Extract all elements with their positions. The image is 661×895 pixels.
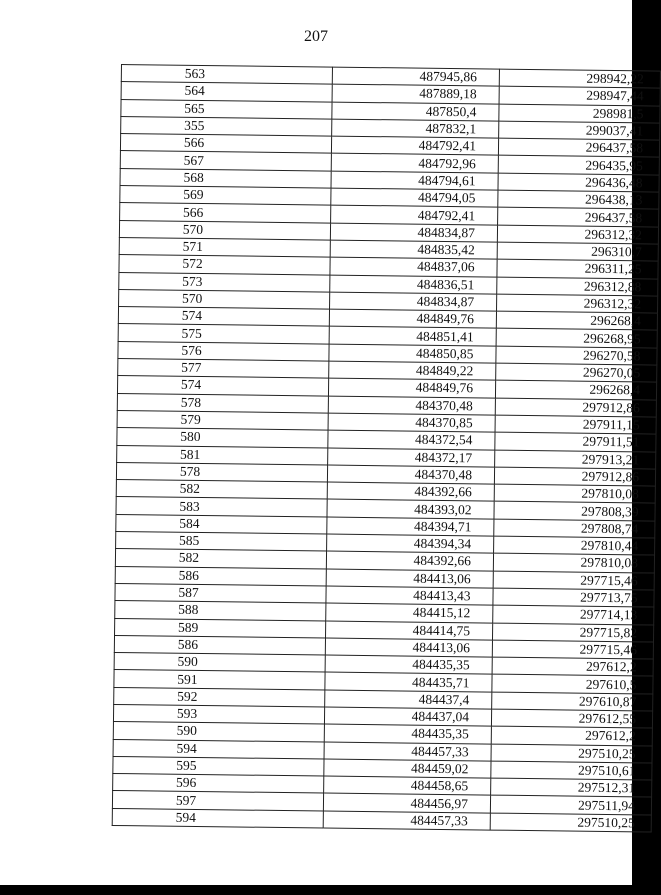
x-coordinate-cell: 484414,75 — [326, 621, 493, 640]
y-coordinate-cell: 296310,7 — [497, 242, 658, 261]
x-coordinate-cell: 484456,97 — [323, 793, 490, 812]
point-number-cell: 573 — [119, 272, 330, 292]
coordinates-table — [112, 64, 661, 833]
y-coordinate-cell: 297808,74 — [494, 519, 655, 538]
y-coordinate-cell: 297612,2 — [491, 726, 652, 745]
point-number-cell: 569 — [120, 186, 331, 206]
point-number-cell: 578 — [116, 462, 327, 482]
page-number: 207 — [304, 28, 328, 45]
x-coordinate-cell: 484394,34 — [327, 534, 494, 553]
x-coordinate-cell: 484849,76 — [329, 309, 496, 328]
point-number-cell: 591 — [114, 670, 325, 690]
point-number-cell: 594 — [112, 808, 323, 828]
x-coordinate-cell: 484437,4 — [325, 690, 492, 709]
point-number-cell: 594 — [113, 739, 324, 759]
y-coordinate-cell: 297912,86 — [495, 398, 656, 417]
y-coordinate-cell: 297808,39 — [494, 502, 655, 521]
y-coordinate-cell: 297510,61 — [491, 761, 652, 780]
x-coordinate-cell: 484792,41 — [331, 205, 498, 224]
coordinates-table-body — [112, 65, 660, 833]
y-coordinate-cell: 296438,13 — [498, 190, 659, 209]
x-coordinate-cell: 484370,85 — [328, 413, 495, 432]
y-coordinate-cell: 297612,55 — [491, 709, 652, 728]
y-coordinate-cell: 297715,82 — [492, 623, 653, 642]
point-number-cell: 355 — [121, 116, 332, 136]
y-coordinate-cell: 296268,4 — [496, 311, 657, 330]
point-number-cell: 584 — [116, 514, 327, 534]
x-coordinate-cell: 484392,66 — [326, 551, 493, 570]
point-number-cell: 583 — [116, 497, 327, 517]
y-coordinate-cell: 296270,58 — [496, 346, 657, 365]
y-coordinate-cell: 297713,75 — [493, 588, 654, 607]
x-coordinate-cell: 484849,76 — [328, 378, 495, 397]
x-coordinate-cell: 484413,43 — [326, 586, 493, 605]
point-number-cell: 593 — [113, 704, 324, 724]
point-number-cell: 563 — [121, 65, 332, 85]
x-coordinate-cell: 484851,41 — [329, 327, 496, 346]
coordinates-table-wrapper — [112, 64, 644, 831]
x-coordinate-cell: 484458,65 — [324, 776, 491, 795]
x-coordinate-cell: 487945,86 — [332, 67, 499, 86]
point-number-cell: 570 — [119, 220, 330, 240]
point-number-cell: 566 — [120, 203, 331, 223]
x-coordinate-cell: 484457,33 — [324, 742, 491, 761]
point-number-cell: 582 — [116, 480, 327, 500]
x-coordinate-cell: 484837,06 — [330, 257, 497, 276]
y-coordinate-cell: 296268,4 — [495, 380, 656, 399]
x-coordinate-cell: 484834,87 — [330, 223, 497, 242]
y-coordinate-cell: 298942,22 — [499, 69, 660, 88]
point-number-cell: 590 — [114, 653, 325, 673]
point-number-cell: 585 — [116, 531, 327, 551]
y-coordinate-cell: 297911,51 — [495, 432, 656, 451]
point-number-cell: 572 — [119, 255, 330, 275]
x-coordinate-cell: 484794,05 — [331, 188, 498, 207]
point-number-cell: 567 — [120, 151, 331, 171]
y-coordinate-cell: 297913,21 — [495, 450, 656, 469]
x-coordinate-cell: 484392,66 — [327, 482, 494, 501]
x-coordinate-cell: 484413,06 — [325, 638, 492, 657]
point-number-cell: 579 — [117, 410, 328, 430]
x-coordinate-cell: 484457,33 — [323, 811, 490, 830]
y-coordinate-cell: 297511,94 — [490, 796, 651, 815]
point-number-cell: 574 — [118, 307, 329, 327]
y-coordinate-cell: 297610,87 — [492, 692, 653, 711]
y-coordinate-cell: 296312,88 — [497, 277, 658, 296]
point-number-cell: 581 — [117, 445, 328, 465]
y-coordinate-cell: 296437,58 — [498, 138, 659, 157]
y-coordinate-cell: 296311,25 — [497, 259, 658, 278]
point-number-cell: 580 — [117, 428, 328, 448]
x-coordinate-cell: 484835,42 — [330, 240, 497, 259]
y-coordinate-cell: 297810,08 — [494, 484, 655, 503]
y-coordinate-cell: 297715,46 — [493, 571, 654, 590]
y-coordinate-cell: 297810,08 — [493, 553, 654, 572]
point-number-cell: 586 — [114, 635, 325, 655]
point-number-cell: 568 — [120, 168, 331, 188]
y-coordinate-cell: 296268,95 — [496, 329, 657, 348]
x-coordinate-cell: 484437,04 — [324, 707, 491, 726]
point-number-cell: 566 — [120, 134, 331, 154]
x-coordinate-cell: 484834,87 — [330, 292, 497, 311]
x-coordinate-cell: 484372,54 — [328, 430, 495, 449]
x-coordinate-cell: 484792,41 — [331, 136, 498, 155]
x-coordinate-cell: 484370,48 — [327, 465, 494, 484]
x-coordinate-cell: 484459,02 — [324, 759, 491, 778]
x-coordinate-cell: 484435,71 — [325, 672, 492, 691]
y-coordinate-cell: 298981,5 — [499, 104, 660, 123]
point-number-cell: 570 — [119, 289, 330, 309]
point-number-cell: 565 — [121, 99, 332, 119]
x-coordinate-cell: 484435,35 — [324, 724, 491, 743]
y-coordinate-cell: 297911,15 — [495, 415, 656, 434]
y-coordinate-cell: 296270,05 — [496, 363, 657, 382]
y-coordinate-cell: 297912,86 — [494, 467, 655, 486]
y-coordinate-cell: 296312,32 — [497, 225, 658, 244]
y-coordinate-cell: 297512,31 — [491, 778, 652, 797]
x-coordinate-cell: 484394,71 — [327, 517, 494, 536]
point-number-cell: 575 — [118, 324, 329, 344]
x-coordinate-cell: 484794,61 — [331, 171, 498, 190]
point-number-cell: 578 — [117, 393, 328, 413]
point-number-cell: 571 — [119, 237, 330, 257]
y-coordinate-cell: 297810,44 — [494, 536, 655, 555]
point-number-cell: 588 — [115, 601, 326, 621]
y-coordinate-cell: 297714,13 — [493, 605, 654, 624]
y-coordinate-cell: 297715,46 — [492, 640, 653, 659]
x-coordinate-cell: 484850,85 — [329, 344, 496, 363]
point-number-cell: 574 — [117, 376, 328, 396]
x-coordinate-cell: 484372,17 — [328, 448, 495, 467]
point-number-cell: 586 — [115, 566, 326, 586]
y-coordinate-cell: 297610,5 — [492, 674, 653, 693]
x-coordinate-cell: 484792,96 — [331, 154, 498, 173]
point-number-cell: 596 — [113, 774, 324, 794]
x-coordinate-cell: 487832,1 — [332, 119, 499, 138]
point-number-cell: 576 — [118, 341, 329, 361]
point-number-cell: 577 — [118, 359, 329, 379]
x-coordinate-cell: 484849,22 — [329, 361, 496, 380]
y-coordinate-cell: 297510,25 — [490, 813, 651, 832]
x-coordinate-cell: 487850,4 — [332, 102, 499, 121]
point-number-cell: 589 — [115, 618, 326, 638]
point-number-cell: 590 — [113, 722, 324, 742]
x-coordinate-cell: 484393,02 — [327, 499, 494, 518]
x-coordinate-cell: 487889,18 — [332, 84, 499, 103]
scan-border — [0, 885, 640, 895]
y-coordinate-cell: 297510,25 — [491, 744, 652, 763]
point-number-cell: 587 — [115, 583, 326, 603]
point-number-cell: 595 — [113, 756, 324, 776]
point-number-cell: 597 — [112, 791, 323, 811]
y-coordinate-cell: 299037,41 — [499, 121, 660, 140]
x-coordinate-cell: 484370,48 — [328, 396, 495, 415]
point-number-cell: 592 — [114, 687, 325, 707]
y-coordinate-cell: 296436,48 — [498, 173, 659, 192]
x-coordinate-cell: 484435,35 — [325, 655, 492, 674]
y-coordinate-cell: 296312,32 — [497, 294, 658, 313]
x-coordinate-cell: 484415,12 — [326, 603, 493, 622]
x-coordinate-cell: 484836,51 — [330, 275, 497, 294]
y-coordinate-cell: 296435,95 — [498, 156, 659, 175]
point-number-cell: 582 — [115, 549, 326, 569]
y-coordinate-cell: 298947,44 — [499, 86, 660, 105]
x-coordinate-cell: 484413,06 — [326, 569, 493, 588]
y-coordinate-cell: 296437,58 — [498, 207, 659, 226]
point-number-cell: 564 — [121, 82, 332, 102]
y-coordinate-cell: 297612,2 — [492, 657, 653, 676]
